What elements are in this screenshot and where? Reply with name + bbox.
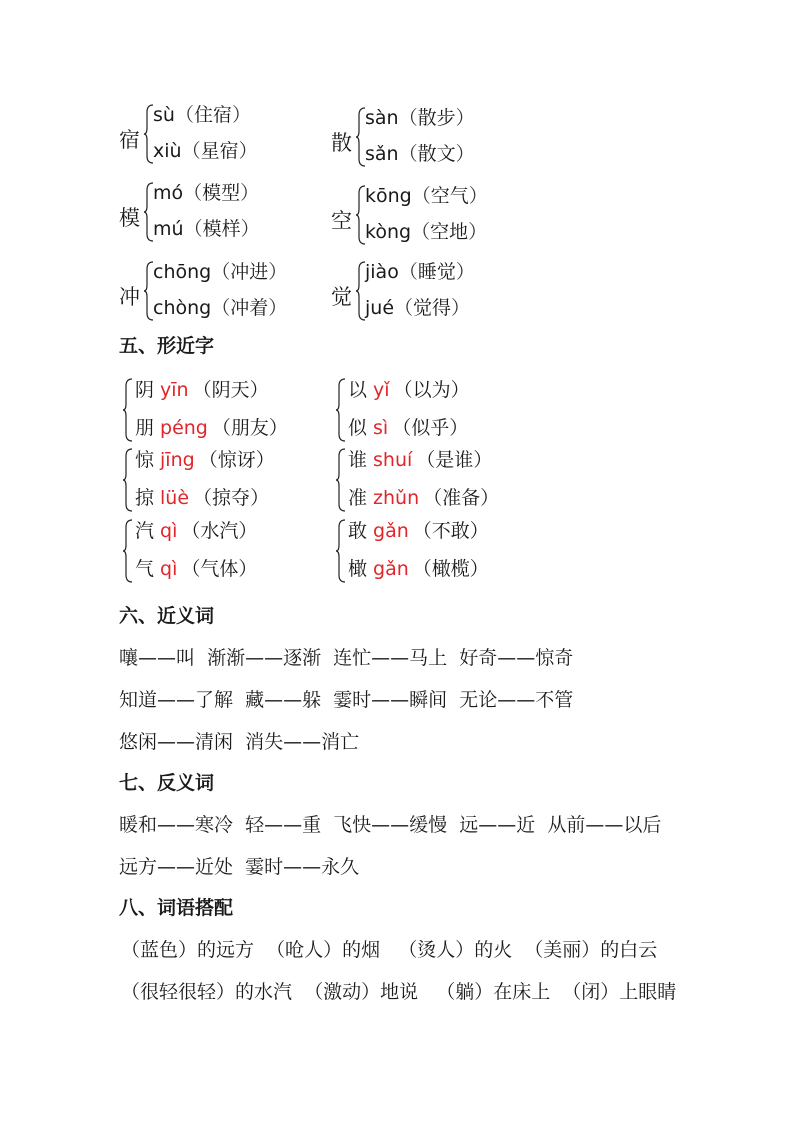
brace-icon [336, 378, 346, 442]
similar-row: 准 zhǔn （准备） [348, 487, 500, 509]
reading-1: mó（模型） [153, 182, 260, 204]
similar-pair-1 [123, 378, 323, 442]
poly-char: 空 [331, 209, 352, 233]
similar-row: 朋 péng （朋友） [135, 417, 288, 439]
similar-row: 汽 qì （水汽） [135, 520, 258, 542]
reading-2: jué（觉得） [365, 297, 471, 319]
similar-pair-5 [123, 519, 323, 583]
brace-icon [336, 519, 346, 583]
section-heading-collocations: 八、词语搭配 [119, 897, 234, 919]
reading-2: kòng（空地） [365, 221, 488, 243]
poly-char: 模 [119, 206, 140, 230]
similar-row: 阴 yīn （阴天） [135, 379, 269, 401]
brace-icon [123, 519, 133, 583]
poly-char: 冲 [119, 285, 140, 309]
similar-row: 气 qì （气体） [135, 558, 258, 580]
brace-icon [336, 448, 346, 512]
polyphonic-char-3 [119, 182, 319, 262]
reading-1: sù（住宿） [153, 104, 251, 126]
synonym-line-1: 嚷——叫 渐渐——逐渐 连忙——马上 好奇——惊奇 [119, 647, 574, 669]
collocation-line-1: （蓝色）的远方 （呛人）的烟 （烫人）的火 （美丽）的白云 [121, 939, 658, 961]
polyphonic-char-1 [119, 104, 319, 184]
poly-char: 觉 [331, 285, 352, 309]
synonym-line-2: 知道——了解 藏——躲 霎时——瞬间 无论——不管 [119, 689, 574, 711]
similar-pair-3 [123, 448, 323, 512]
brace-icon [123, 378, 133, 442]
reading-1: chōng（冲进） [153, 261, 288, 283]
similar-pair-4 [336, 448, 536, 512]
polyphonic-char-5 [119, 261, 319, 341]
section-heading-antonyms: 七、反义词 [119, 772, 215, 794]
similar-row: 似 sì （似乎） [348, 417, 469, 439]
section-heading-similar-chars: 五、形近字 [119, 335, 215, 357]
similar-row: 橄 gǎn （橄榄） [348, 558, 489, 580]
reading-2: chòng（冲着） [153, 297, 288, 319]
poly-char: 散 [331, 131, 352, 155]
reading-1: jiào（睡觉） [365, 261, 475, 283]
polyphonic-char-2 [331, 107, 531, 187]
similar-pair-6 [336, 519, 536, 583]
polyphonic-char-6 [331, 261, 531, 341]
similar-row: 谁 shuí （是谁） [348, 449, 493, 471]
poly-char: 宿 [119, 128, 140, 152]
antonym-line-2: 远方——近处 霎时——永久 [119, 856, 360, 878]
brace-icon [123, 448, 133, 512]
similar-row: 敢 gǎn （不敢） [348, 520, 489, 542]
reading-1: kōng（空气） [365, 185, 488, 207]
reading-1: sàn（散步） [365, 107, 475, 129]
similar-row: 掠 lüè （掠夺） [135, 487, 270, 509]
reading-2: mú（模样） [153, 218, 260, 240]
synonym-line-3: 悠闲——清闲 消失——消亡 [119, 731, 360, 753]
reading-2: sǎn（散文） [365, 143, 475, 165]
antonym-line-1: 暖和——寒冷 轻——重 飞快——缓慢 远——近 从前——以后 [119, 814, 662, 836]
section-heading-synonyms: 六、近义词 [119, 605, 215, 627]
collocation-line-2: （很轻很轻）的水汽 （激动）地说 （躺）在床上 （闭）上眼睛 [121, 981, 677, 1003]
similar-row: 惊 jīng （惊讶） [135, 449, 275, 471]
similar-pair-2 [336, 378, 536, 442]
reading-2: xiù（星宿） [153, 140, 258, 162]
similar-row: 以 yǐ （以为） [348, 379, 470, 401]
polyphonic-char-4 [331, 185, 531, 265]
